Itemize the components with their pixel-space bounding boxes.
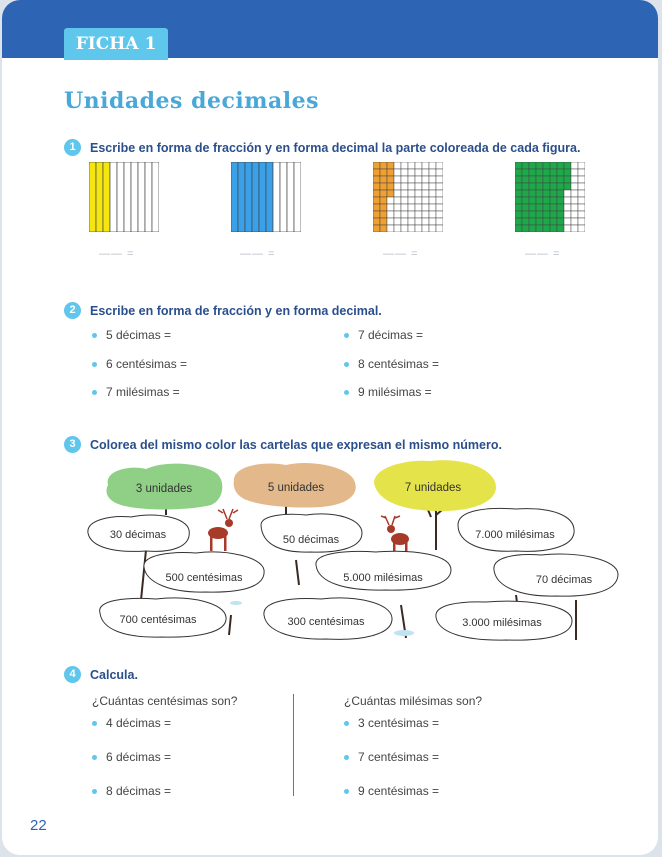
colored-cell[interactable] xyxy=(543,204,550,211)
colored-cell[interactable] xyxy=(373,176,380,183)
blank-cell[interactable] xyxy=(422,169,429,176)
colored-cell[interactable] xyxy=(373,225,380,232)
colored-cell[interactable] xyxy=(529,225,536,232)
blank-cell[interactable] xyxy=(436,204,443,211)
colored-cell[interactable] xyxy=(550,176,557,183)
page-title: Unidades decimales xyxy=(64,88,320,114)
list-item: 7 décimas = xyxy=(344,328,423,342)
blank-cell[interactable] xyxy=(422,190,429,197)
blank-cell[interactable] xyxy=(422,176,429,183)
blank-cell[interactable] xyxy=(422,197,429,204)
blank-cell[interactable] xyxy=(429,183,436,190)
colored-cell[interactable] xyxy=(380,204,387,211)
colored-cell[interactable] xyxy=(536,225,543,232)
colored-cell[interactable] xyxy=(550,204,557,211)
colored-cell[interactable] xyxy=(380,211,387,218)
colored-cell[interactable] xyxy=(380,225,387,232)
colored-cell[interactable] xyxy=(550,169,557,176)
colored-cell[interactable] xyxy=(550,218,557,225)
blank-strip[interactable] xyxy=(287,162,294,232)
blank-cell[interactable] xyxy=(578,162,585,169)
blank-cell[interactable] xyxy=(422,225,429,232)
colored-cell[interactable] xyxy=(543,218,550,225)
colored-cell[interactable] xyxy=(529,197,536,204)
blank-cell[interactable] xyxy=(422,218,429,225)
figure-grid-orange[interactable] xyxy=(373,162,443,232)
answer-blank-2[interactable]: —— = xyxy=(240,248,276,260)
colored-strip[interactable] xyxy=(245,162,252,232)
forest-scene xyxy=(86,455,626,645)
colored-cell[interactable] xyxy=(380,197,387,204)
blank-cell[interactable] xyxy=(394,204,401,211)
blank-strip[interactable] xyxy=(280,162,287,232)
colored-strip[interactable] xyxy=(89,162,96,232)
blank-cell[interactable] xyxy=(394,183,401,190)
blank-cell[interactable] xyxy=(408,176,415,183)
colored-cell[interactable] xyxy=(373,211,380,218)
exercise-3-instruction: Colorea del mismo color las cartelas que expresan el mismo número. xyxy=(90,437,502,452)
colored-cell[interactable] xyxy=(515,169,522,176)
blank-cell[interactable] xyxy=(578,218,585,225)
list-item: 4 décimas = xyxy=(92,716,171,730)
colored-cell[interactable] xyxy=(536,218,543,225)
colored-cell[interactable] xyxy=(543,176,550,183)
colored-cell[interactable] xyxy=(380,190,387,197)
colored-cell[interactable] xyxy=(543,211,550,218)
blank-cell[interactable] xyxy=(394,162,401,169)
colored-cell[interactable] xyxy=(529,211,536,218)
colored-cell[interactable] xyxy=(522,211,529,218)
blank-cell[interactable] xyxy=(415,225,422,232)
blank-cell[interactable] xyxy=(394,211,401,218)
blank-cell[interactable] xyxy=(408,218,415,225)
blank-cell[interactable] xyxy=(429,190,436,197)
blank-strip[interactable] xyxy=(131,162,138,232)
blank-strip[interactable] xyxy=(145,162,152,232)
blank-cell[interactable] xyxy=(415,218,422,225)
exercise-3-heading xyxy=(64,436,502,453)
colored-cell[interactable] xyxy=(557,176,564,183)
colored-cell[interactable] xyxy=(373,218,380,225)
list-item: 6 centésimas = xyxy=(92,357,187,371)
colored-cell[interactable] xyxy=(515,190,522,197)
list-item: 7 milésimas = xyxy=(92,385,180,399)
blank-cell[interactable] xyxy=(436,176,443,183)
colored-cell[interactable] xyxy=(387,190,394,197)
colored-cell[interactable] xyxy=(543,183,550,190)
exercise-1-heading xyxy=(64,139,580,156)
blank-cell[interactable] xyxy=(436,211,443,218)
blank-cell[interactable] xyxy=(436,190,443,197)
blank-cell[interactable] xyxy=(429,176,436,183)
blank-cell[interactable] xyxy=(387,197,394,204)
colored-cell[interactable] xyxy=(557,218,564,225)
colored-cell[interactable] xyxy=(557,211,564,218)
blank-cell[interactable] xyxy=(394,197,401,204)
svg-text:30 décimas: 30 décimas xyxy=(109,529,167,541)
blank-cell[interactable] xyxy=(401,169,408,176)
reindeer-left xyxy=(208,509,238,551)
colored-cell[interactable] xyxy=(522,197,529,204)
colored-cell[interactable] xyxy=(515,183,522,190)
blank-cell[interactable] xyxy=(571,211,578,218)
blank-cell[interactable] xyxy=(408,169,415,176)
blank-cell[interactable] xyxy=(578,176,585,183)
blank-cell[interactable] xyxy=(429,225,436,232)
blank-cell[interactable] xyxy=(394,176,401,183)
blank-cell[interactable] xyxy=(578,197,585,204)
page-number: 22 xyxy=(30,817,47,834)
blank-cell[interactable] xyxy=(436,183,443,190)
colored-cell[interactable] xyxy=(387,183,394,190)
blank-cell[interactable] xyxy=(564,204,571,211)
colored-cell[interactable] xyxy=(536,162,543,169)
right-question: ¿Cuántas milésimas son? xyxy=(344,694,483,708)
colored-cell[interactable] xyxy=(515,225,522,232)
colored-cell[interactable] xyxy=(522,176,529,183)
blank-cell[interactable] xyxy=(401,190,408,197)
colored-strip[interactable] xyxy=(231,162,238,232)
colored-cell[interactable] xyxy=(550,211,557,218)
colored-cell[interactable] xyxy=(543,197,550,204)
colored-cell[interactable] xyxy=(522,169,529,176)
colored-cell[interactable] xyxy=(557,197,564,204)
colored-cell[interactable] xyxy=(564,169,571,176)
blank-cell[interactable] xyxy=(564,225,571,232)
blank-strip[interactable] xyxy=(110,162,117,232)
blank-cell[interactable] xyxy=(429,169,436,176)
colored-cell[interactable] xyxy=(536,204,543,211)
cloud-5000-milesimas[interactable] xyxy=(316,551,451,590)
blank-strip[interactable] xyxy=(124,162,131,232)
colored-cell[interactable] xyxy=(529,190,536,197)
colored-cell[interactable] xyxy=(543,169,550,176)
colored-cell[interactable] xyxy=(536,197,543,204)
left-question: ¿Cuántas centésimas son? xyxy=(92,694,238,708)
colored-cell[interactable] xyxy=(373,183,380,190)
list-item: 8 décimas = xyxy=(92,784,171,798)
figure-strips-blue[interactable] xyxy=(231,162,301,232)
answer-blank-4[interactable]: —— = xyxy=(525,248,561,260)
colored-cell[interactable] xyxy=(522,183,529,190)
exercise-4-number: 4 xyxy=(64,666,81,683)
exercise-1-instruction: Escribe en forma de fracción y en forma decimal la parte coloreada de cada figura. xyxy=(90,140,581,155)
blank-cell[interactable] xyxy=(429,197,436,204)
colored-cell[interactable] xyxy=(522,204,529,211)
blank-cell[interactable] xyxy=(436,218,443,225)
svg-text:300 centésimas: 300 centésimas xyxy=(287,616,365,628)
exercise-4-heading xyxy=(64,666,138,683)
exercise-1-number: 1 xyxy=(64,139,81,156)
blank-cell[interactable] xyxy=(571,225,578,232)
colored-strip[interactable] xyxy=(259,162,266,232)
blank-cell[interactable] xyxy=(422,204,429,211)
blank-strip[interactable] xyxy=(294,162,301,232)
blank-cell[interactable] xyxy=(578,190,585,197)
blank-cell[interactable] xyxy=(387,225,394,232)
colored-cell[interactable] xyxy=(373,169,380,176)
colored-cell[interactable] xyxy=(543,190,550,197)
colored-cell[interactable] xyxy=(550,162,557,169)
colored-cell[interactable] xyxy=(373,162,380,169)
colored-strip[interactable] xyxy=(266,162,273,232)
ficha-badge: FICHA 1 xyxy=(64,28,168,60)
svg-text:7 unidades: 7 unidades xyxy=(404,482,462,494)
colored-cell[interactable] xyxy=(557,225,564,232)
colored-cell[interactable] xyxy=(564,183,571,190)
colored-cell[interactable] xyxy=(529,162,536,169)
svg-text:3.000 milésimas: 3.000 milésimas xyxy=(462,617,542,629)
blank-cell[interactable] xyxy=(415,169,422,176)
blank-cell[interactable] xyxy=(571,183,578,190)
blank-cell[interactable] xyxy=(415,190,422,197)
colored-cell[interactable] xyxy=(550,190,557,197)
blank-cell[interactable] xyxy=(422,162,429,169)
blank-cell[interactable] xyxy=(436,197,443,204)
blank-cell[interactable] xyxy=(564,197,571,204)
colored-cell[interactable] xyxy=(550,183,557,190)
blank-cell[interactable] xyxy=(394,169,401,176)
colored-cell[interactable] xyxy=(536,176,543,183)
blank-cell[interactable] xyxy=(394,190,401,197)
blank-cell[interactable] xyxy=(571,204,578,211)
exercise-4-instruction: Calcula. xyxy=(90,667,138,682)
column-divider xyxy=(293,694,294,796)
blank-cell[interactable] xyxy=(394,225,401,232)
colored-cell[interactable] xyxy=(522,190,529,197)
colored-cell[interactable] xyxy=(536,183,543,190)
blank-cell[interactable] xyxy=(578,225,585,232)
blank-cell[interactable] xyxy=(401,197,408,204)
blank-cell[interactable] xyxy=(415,176,422,183)
colored-strip[interactable] xyxy=(238,162,245,232)
reindeer-right xyxy=(381,516,409,555)
answer-blank-3[interactable]: —— = xyxy=(383,248,419,260)
colored-cell[interactable] xyxy=(529,176,536,183)
colored-cell[interactable] xyxy=(529,204,536,211)
colored-cell[interactable] xyxy=(529,218,536,225)
colored-cell[interactable] xyxy=(380,162,387,169)
colored-cell[interactable] xyxy=(564,176,571,183)
colored-cell[interactable] xyxy=(557,190,564,197)
blank-strip[interactable] xyxy=(152,162,159,232)
blank-strip[interactable] xyxy=(273,162,280,232)
blank-cell[interactable] xyxy=(436,169,443,176)
svg-text:7.000 milésimas: 7.000 milésimas xyxy=(475,529,555,541)
blank-cell[interactable] xyxy=(415,183,422,190)
blank-cell[interactable] xyxy=(571,162,578,169)
blank-cell[interactable] xyxy=(429,204,436,211)
blank-cell[interactable] xyxy=(436,225,443,232)
blank-cell[interactable] xyxy=(401,211,408,218)
svg-text:500 centésimas: 500 centésimas xyxy=(165,572,243,584)
colored-cell[interactable] xyxy=(557,162,564,169)
figure-grid-green[interactable] xyxy=(515,162,585,232)
blank-cell[interactable] xyxy=(564,211,571,218)
colored-cell[interactable] xyxy=(543,225,550,232)
colored-cell[interactable] xyxy=(515,176,522,183)
exercise-2-heading xyxy=(64,302,382,319)
colored-cell[interactable] xyxy=(515,218,522,225)
colored-cell[interactable] xyxy=(380,169,387,176)
svg-text:3 unidades: 3 unidades xyxy=(135,483,193,495)
blank-cell[interactable] xyxy=(401,204,408,211)
blank-cell[interactable] xyxy=(571,218,578,225)
colored-cell[interactable] xyxy=(536,211,543,218)
blank-cell[interactable] xyxy=(422,211,429,218)
colored-cell[interactable] xyxy=(373,204,380,211)
list-item: 3 centésimas = xyxy=(344,716,439,730)
colored-cell[interactable] xyxy=(557,204,564,211)
blank-cell[interactable] xyxy=(401,176,408,183)
blank-strip[interactable] xyxy=(117,162,124,232)
colored-strip[interactable] xyxy=(252,162,259,232)
blank-cell[interactable] xyxy=(564,218,571,225)
colored-cell[interactable] xyxy=(557,183,564,190)
blank-cell[interactable] xyxy=(564,190,571,197)
svg-text:5 unidades: 5 unidades xyxy=(267,482,325,494)
blank-cell[interactable] xyxy=(415,162,422,169)
svg-text:700 centésimas: 700 centésimas xyxy=(119,614,197,626)
blank-cell[interactable] xyxy=(429,218,436,225)
list-item: 8 centésimas = xyxy=(344,357,439,371)
colored-strip[interactable] xyxy=(103,162,110,232)
colored-cell[interactable] xyxy=(536,169,543,176)
blank-cell[interactable] xyxy=(387,211,394,218)
list-item: 5 décimas = xyxy=(92,328,171,342)
colored-cell[interactable] xyxy=(373,197,380,204)
blank-cell[interactable] xyxy=(578,169,585,176)
svg-text:70 décimas: 70 décimas xyxy=(535,574,593,586)
blank-cell[interactable] xyxy=(571,190,578,197)
colored-cell[interactable] xyxy=(550,197,557,204)
colored-cell[interactable] xyxy=(536,190,543,197)
answer-blank-1[interactable]: —— = xyxy=(99,248,135,260)
blank-cell[interactable] xyxy=(408,204,415,211)
colored-cell[interactable] xyxy=(557,169,564,176)
blank-cell[interactable] xyxy=(578,183,585,190)
colored-cell[interactable] xyxy=(387,169,394,176)
colored-cell[interactable] xyxy=(515,197,522,204)
blank-cell[interactable] xyxy=(387,204,394,211)
blank-cell[interactable] xyxy=(408,183,415,190)
colored-label-3-unidades[interactable] xyxy=(107,464,223,510)
colored-cell[interactable] xyxy=(387,162,394,169)
blank-cell[interactable] xyxy=(578,211,585,218)
blank-cell[interactable] xyxy=(429,162,436,169)
blank-cell[interactable] xyxy=(408,211,415,218)
list-item: 9 centésimas = xyxy=(344,784,439,798)
colored-cell[interactable] xyxy=(387,176,394,183)
colored-cell[interactable] xyxy=(515,204,522,211)
colored-cell[interactable] xyxy=(543,162,550,169)
blank-cell[interactable] xyxy=(578,204,585,211)
list-item: 7 centésimas = xyxy=(344,750,439,764)
blank-cell[interactable] xyxy=(571,197,578,204)
exercise-2-instruction: Escribe en forma de fracción y en forma decimal. xyxy=(90,303,382,318)
blank-cell[interactable] xyxy=(401,183,408,190)
blank-cell[interactable] xyxy=(387,218,394,225)
blank-cell[interactable] xyxy=(415,211,422,218)
colored-cell[interactable] xyxy=(515,211,522,218)
exercise-3-number: 3 xyxy=(64,436,81,453)
figure-strips-yellow[interactable] xyxy=(89,162,159,232)
colored-cell[interactable] xyxy=(550,225,557,232)
blank-cell[interactable] xyxy=(401,218,408,225)
worksheet-page xyxy=(2,0,658,855)
blank-cell[interactable] xyxy=(408,225,415,232)
list-item: 6 décimas = xyxy=(92,750,171,764)
blank-cell[interactable] xyxy=(415,204,422,211)
blank-cell[interactable] xyxy=(408,190,415,197)
colored-label-5-unidades[interactable] xyxy=(234,463,356,508)
colored-cell[interactable] xyxy=(515,162,522,169)
colored-cell[interactable] xyxy=(522,225,529,232)
colored-cell[interactable] xyxy=(529,183,536,190)
list-item: 9 milésimas = xyxy=(344,385,432,399)
exercise-2-number: 2 xyxy=(64,302,81,319)
colored-cell[interactable] xyxy=(564,162,571,169)
blank-cell[interactable] xyxy=(408,197,415,204)
blank-cell[interactable] xyxy=(571,169,578,176)
svg-text:5.000 milésimas: 5.000 milésimas xyxy=(343,572,423,584)
blank-cell[interactable] xyxy=(394,218,401,225)
colored-cell[interactable] xyxy=(522,162,529,169)
blank-cell[interactable] xyxy=(408,162,415,169)
colored-cell[interactable] xyxy=(380,183,387,190)
blank-cell[interactable] xyxy=(401,225,408,232)
colored-cell[interactable] xyxy=(380,218,387,225)
blank-cell[interactable] xyxy=(401,162,408,169)
blank-cell[interactable] xyxy=(422,183,429,190)
blank-cell[interactable] xyxy=(429,211,436,218)
blank-cell[interactable] xyxy=(436,162,443,169)
colored-label-7-unidades[interactable] xyxy=(374,460,496,511)
svg-text:50 décimas: 50 décimas xyxy=(282,534,340,546)
colored-cell[interactable] xyxy=(380,176,387,183)
blank-cell[interactable] xyxy=(571,176,578,183)
colored-cell[interactable] xyxy=(373,190,380,197)
colored-strip[interactable] xyxy=(96,162,103,232)
colored-cell[interactable] xyxy=(522,218,529,225)
blank-strip[interactable] xyxy=(138,162,145,232)
blank-cell[interactable] xyxy=(415,197,422,204)
colored-cell[interactable] xyxy=(529,169,536,176)
